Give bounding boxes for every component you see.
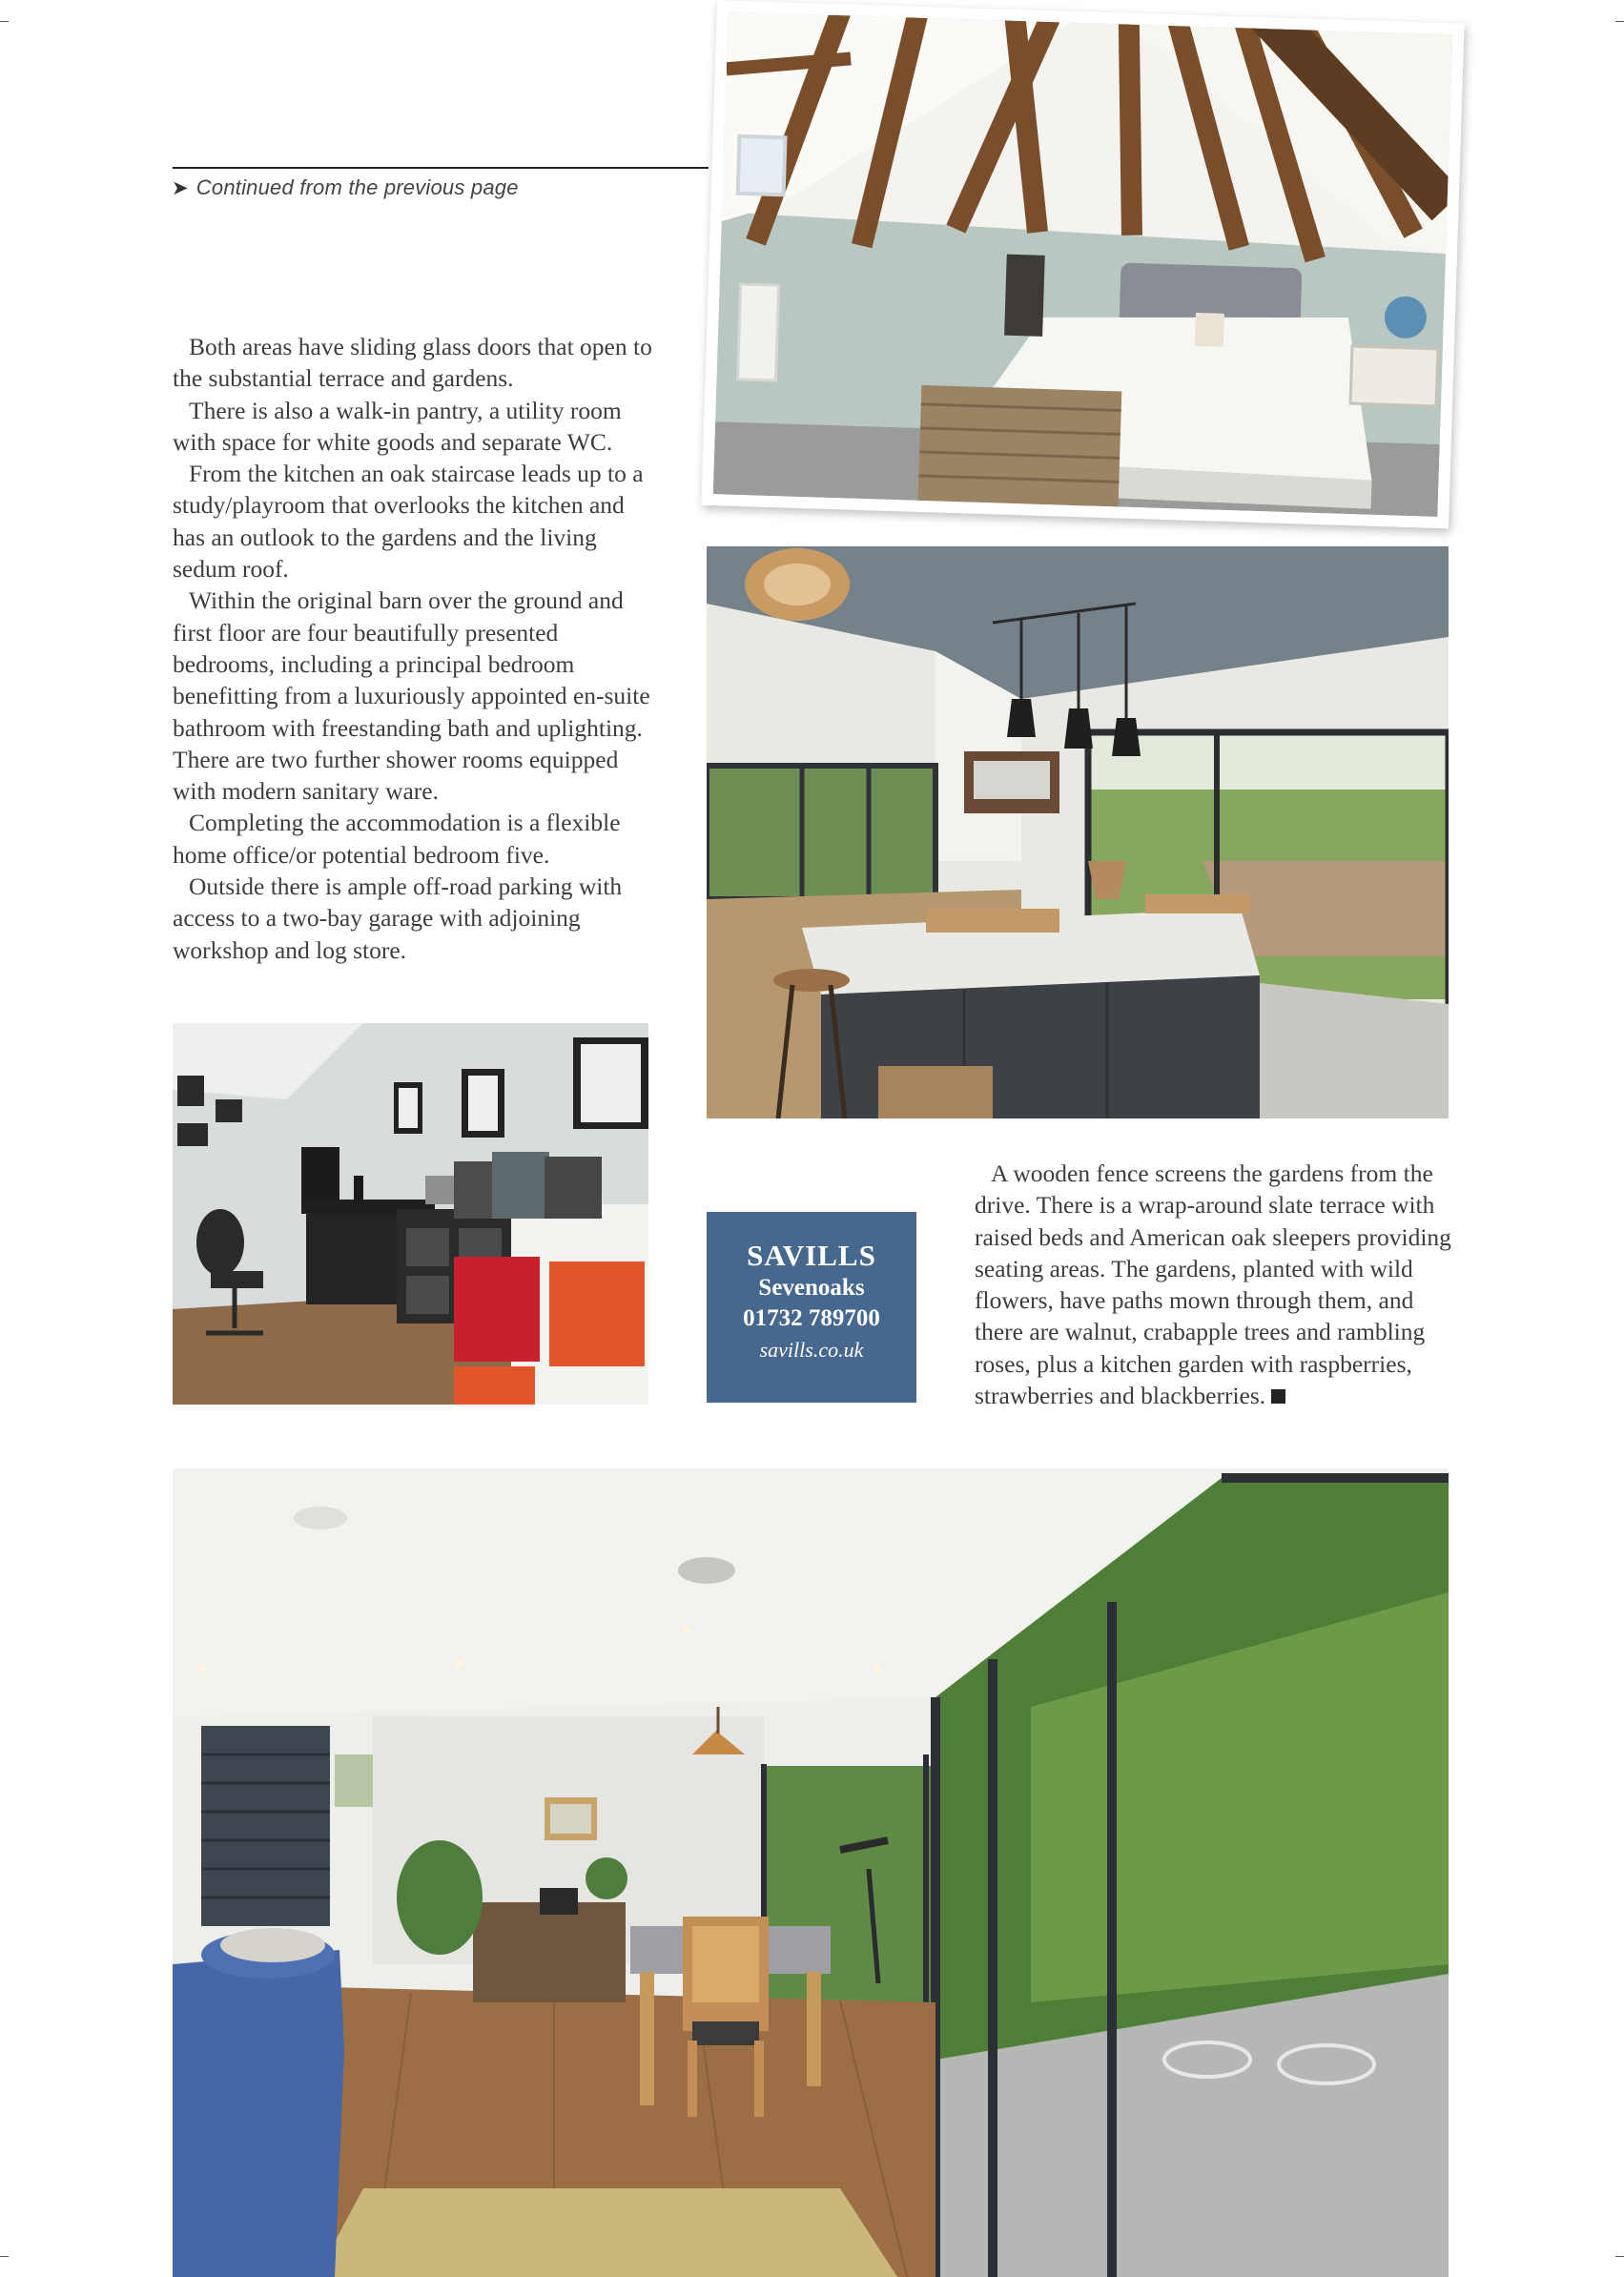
photo-living-room: [173, 1468, 1449, 2277]
crop-mark: [1615, 21, 1624, 22]
agent-branch: Sevenoaks: [758, 1275, 865, 1301]
closing-paragraph: A wooden fence screens the gardens from the drive. There is a wrap-around slate terrace with raised beds and American oak sleepers providing seating areas. The gardens, planted with wild flowers, have paths mown through them, and there are walnut, crabapple trees and rambling roses, plus a kitchen garden with raspberries, strawberries and blackberries.: [975, 1159, 1451, 1410]
paragraph: From the kitchen an oak staircase leads up to a study/playroom that overlooks the kitchen and has an outlook to the gardens and the living sedum roof.: [173, 460, 644, 584]
paragraph: Completing the accommodation is a flexible home office/or potential bedroom five.: [173, 809, 621, 869]
agent-phone[interactable]: 01732 789700: [743, 1305, 880, 1331]
crop-mark: [0, 2256, 9, 2257]
continued-text: Continued from the previous page: [195, 175, 519, 199]
paragraph: Both areas have sliding glass doors that open to the substantial terrace and gardens.: [173, 333, 652, 393]
paragraph: Within the original barn over the ground and first floor are four beautifully presented bedrooms, including a principal bedroom benefitting from a luxuriously appointed en-suite bathroom with freestanding bath and uplighting. There are two further shower rooms equipped with modern sanitary ware.: [173, 586, 650, 806]
crop-mark: [1615, 2256, 1624, 2257]
photo-office: [173, 1023, 648, 1405]
agent-name: SAVILLS: [747, 1239, 876, 1272]
paragraph: Outside there is ample off-road parking with access to a two-bay garage with adjoining workshop and log store.: [173, 872, 623, 964]
end-mark-icon: [1271, 1389, 1285, 1404]
closing-text: [975, 1158, 1456, 1411]
photo-bedroom: [701, 0, 1464, 528]
paragraph: There is also a walk-in pantry, a utility room with space for white goods and separate WC.: [173, 396, 622, 456]
section-rule: [173, 167, 709, 169]
photo-kitchen: [707, 546, 1449, 1118]
crop-mark: [0, 21, 9, 22]
arrow-icon: ➤: [172, 177, 189, 199]
agent-website[interactable]: savills.co.uk: [759, 1338, 864, 1362]
agent-contact-box: [707, 1212, 916, 1403]
body-text: [173, 331, 654, 966]
paragraph: [975, 1158, 1456, 1411]
continued-label: [172, 175, 519, 200]
